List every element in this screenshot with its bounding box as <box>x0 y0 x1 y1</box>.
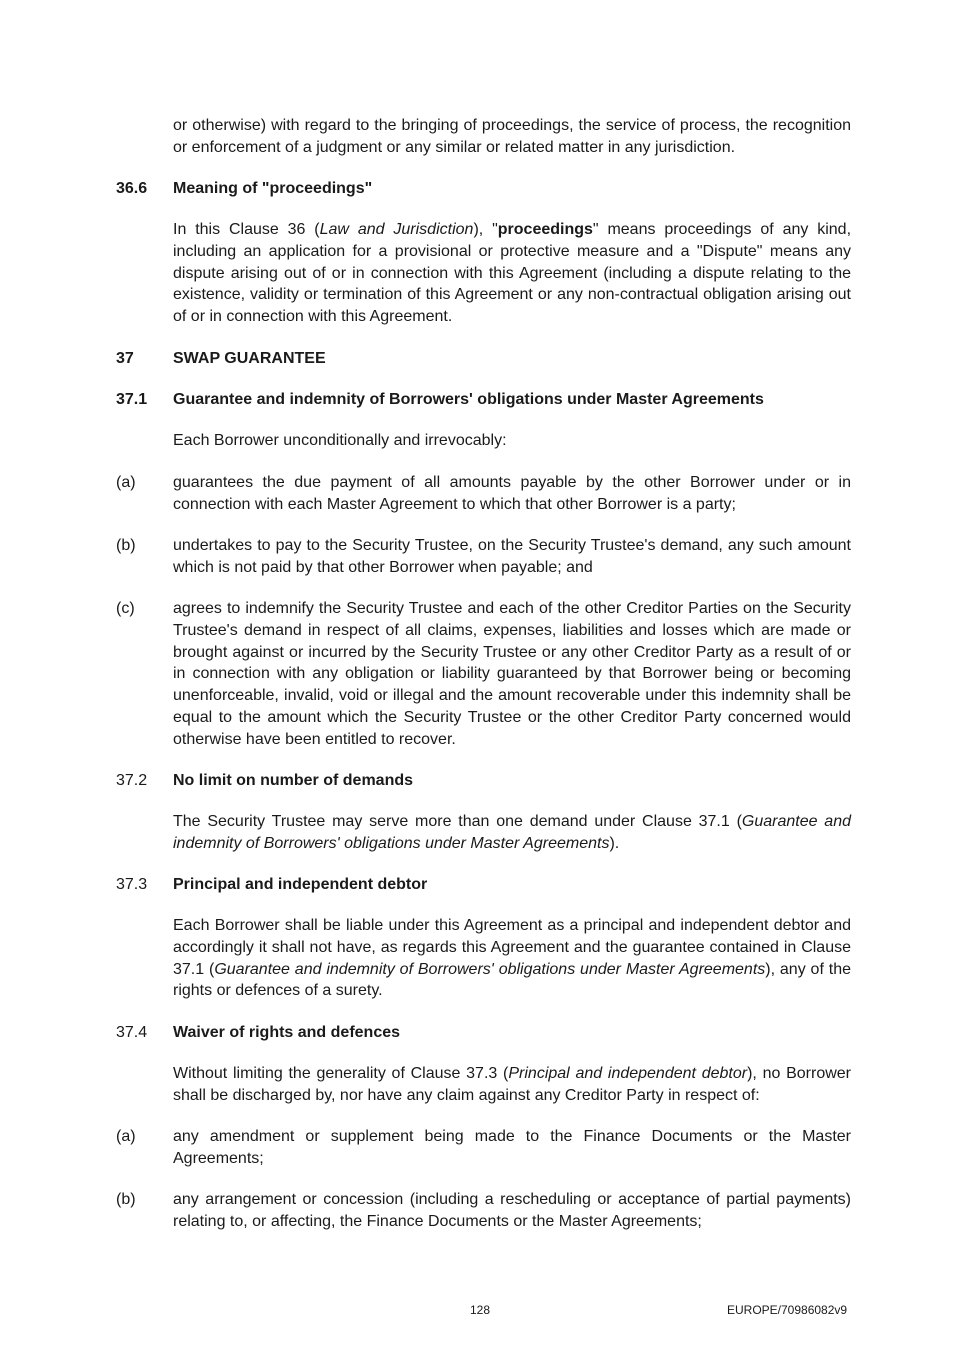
section-37-2-paragraph <box>173 811 851 855</box>
section-37-1-number: 37.1 <box>116 391 148 408</box>
italic-run: Law and Jurisdiction <box>319 221 474 238</box>
text-run: Each Borrower shall be liable under this Agreement as a principal and independent debtor and accordingly it shall not have, as regards this Agreement and the guarantee contained in Clause 37.1 ( <box>173 917 851 978</box>
italic-run: Guarantee and indemnity of Borrowers' obligations under Master Agreements <box>214 960 766 978</box>
list-item-text: any amendment or supplement being made to the Finance Documents or the Master Agreements; <box>173 1128 851 1167</box>
section-37-4-paragraph <box>173 1063 851 1107</box>
text-run: The Security Trustee may serve more than one demand under Clause 37.1 ( <box>173 813 742 830</box>
section-37-1-lead: Each Borrower unconditionally and irrevocably: <box>173 432 507 449</box>
section-36-6-number: 36.6 <box>116 180 148 197</box>
document-reference: EUROPE/70986082v9 <box>727 1303 848 1317</box>
section-37-4-title: Waiver of rights and defences <box>173 1024 401 1041</box>
text-run: ), any of the rights or defences of a surety. <box>173 960 851 1000</box>
list-item-label: (a) <box>116 1128 136 1145</box>
page-number: 128 <box>470 1303 491 1317</box>
section-37-2-number: 37.2 <box>116 772 148 789</box>
text-run: ), no Borrower shall be discharged by, nor have any claim against any Creditor Party in respect of: <box>173 1065 852 1104</box>
text-run: Without limiting the generality of Clause 37.3 ( <box>173 1065 509 1082</box>
section-37-title: SWAP GUARANTEE <box>173 350 326 367</box>
italic-run: Guarantee and indemnity of Borrowers' obligations under Master Agreements <box>173 813 852 852</box>
section-37-4-number: 37.4 <box>116 1024 148 1041</box>
intro-paragraph: or otherwise) with regard to the bringing of proceedings, the service of process, the recognition or enforcement of a judgment or any similar or related matter in any jurisdiction. <box>173 117 851 156</box>
list-item-label: (b) <box>116 1191 136 1208</box>
section-37-3-title: Principal and independent debtor <box>173 876 428 893</box>
list-item-text: agrees to indemnify the Security Trustee and each of the other Creditor Parties on the Security Trustee's demand in respect of all claims, expenses, liabilities and losses which are made or brought against or incurred by the Security Trustee or any other Creditor Party as a result of or in connection with any obligation or liability guaranteed by that Borrower being or becoming unenforceable, invalid, void or illegal and the amount recoverable under this indemnity shall be equal to the amount which the Security Trustee or the other Creditor Party concerned would otherwise have been entitled to recover. <box>173 600 851 748</box>
list-item-text: undertakes to pay to the Security Trustee, on the Security Trustee's demand, any such amount which is not paid by that other Borrower when payable; and <box>173 537 851 576</box>
section-37-3-number: 37.3 <box>116 876 148 893</box>
text-run: ). <box>609 834 620 852</box>
italic-run: Principal and independent debtor <box>508 1065 748 1082</box>
section-37-1-title: Guarantee and indemnity of Borrowers' obligations under Master Agreements <box>173 391 764 408</box>
list-item-label: (c) <box>116 600 135 617</box>
bold-run: proceedings <box>497 221 593 238</box>
section-37-number: 37 <box>116 350 134 367</box>
section-36-6-title: Meaning of "proceedings" <box>173 180 373 197</box>
section-36-6-paragraph <box>173 219 851 328</box>
list-item-label: (a) <box>116 474 136 491</box>
section-37-3-paragraph <box>173 915 851 1002</box>
text-run: " means proceedings of any kind, including an application for a provisional or protective measure and a "Dispute" means any dispute arising out of or in connection with this Agreement (including a dispute relating to the existence, validity or termination of this Agreement or any non-contractual obligation arising out of or in connection with this Agreement. <box>173 221 852 326</box>
list-item-text: guarantees the due payment of all amounts payable by the other Borrower under or in connection with each Master Agreement to which that other Borrower is a party; <box>173 474 851 513</box>
list-item-text: any arrangement or concession (including a rescheduling or acceptance of partial payments) relating to, or affecting, the Finance Documents or the Master Agreements; <box>173 1191 851 1230</box>
text-run: In this Clause 36 ( <box>173 221 320 238</box>
list-item-label: (b) <box>116 537 136 554</box>
text-run: ), " <box>473 221 498 238</box>
section-37-2-title: No limit on number of demands <box>173 772 414 789</box>
